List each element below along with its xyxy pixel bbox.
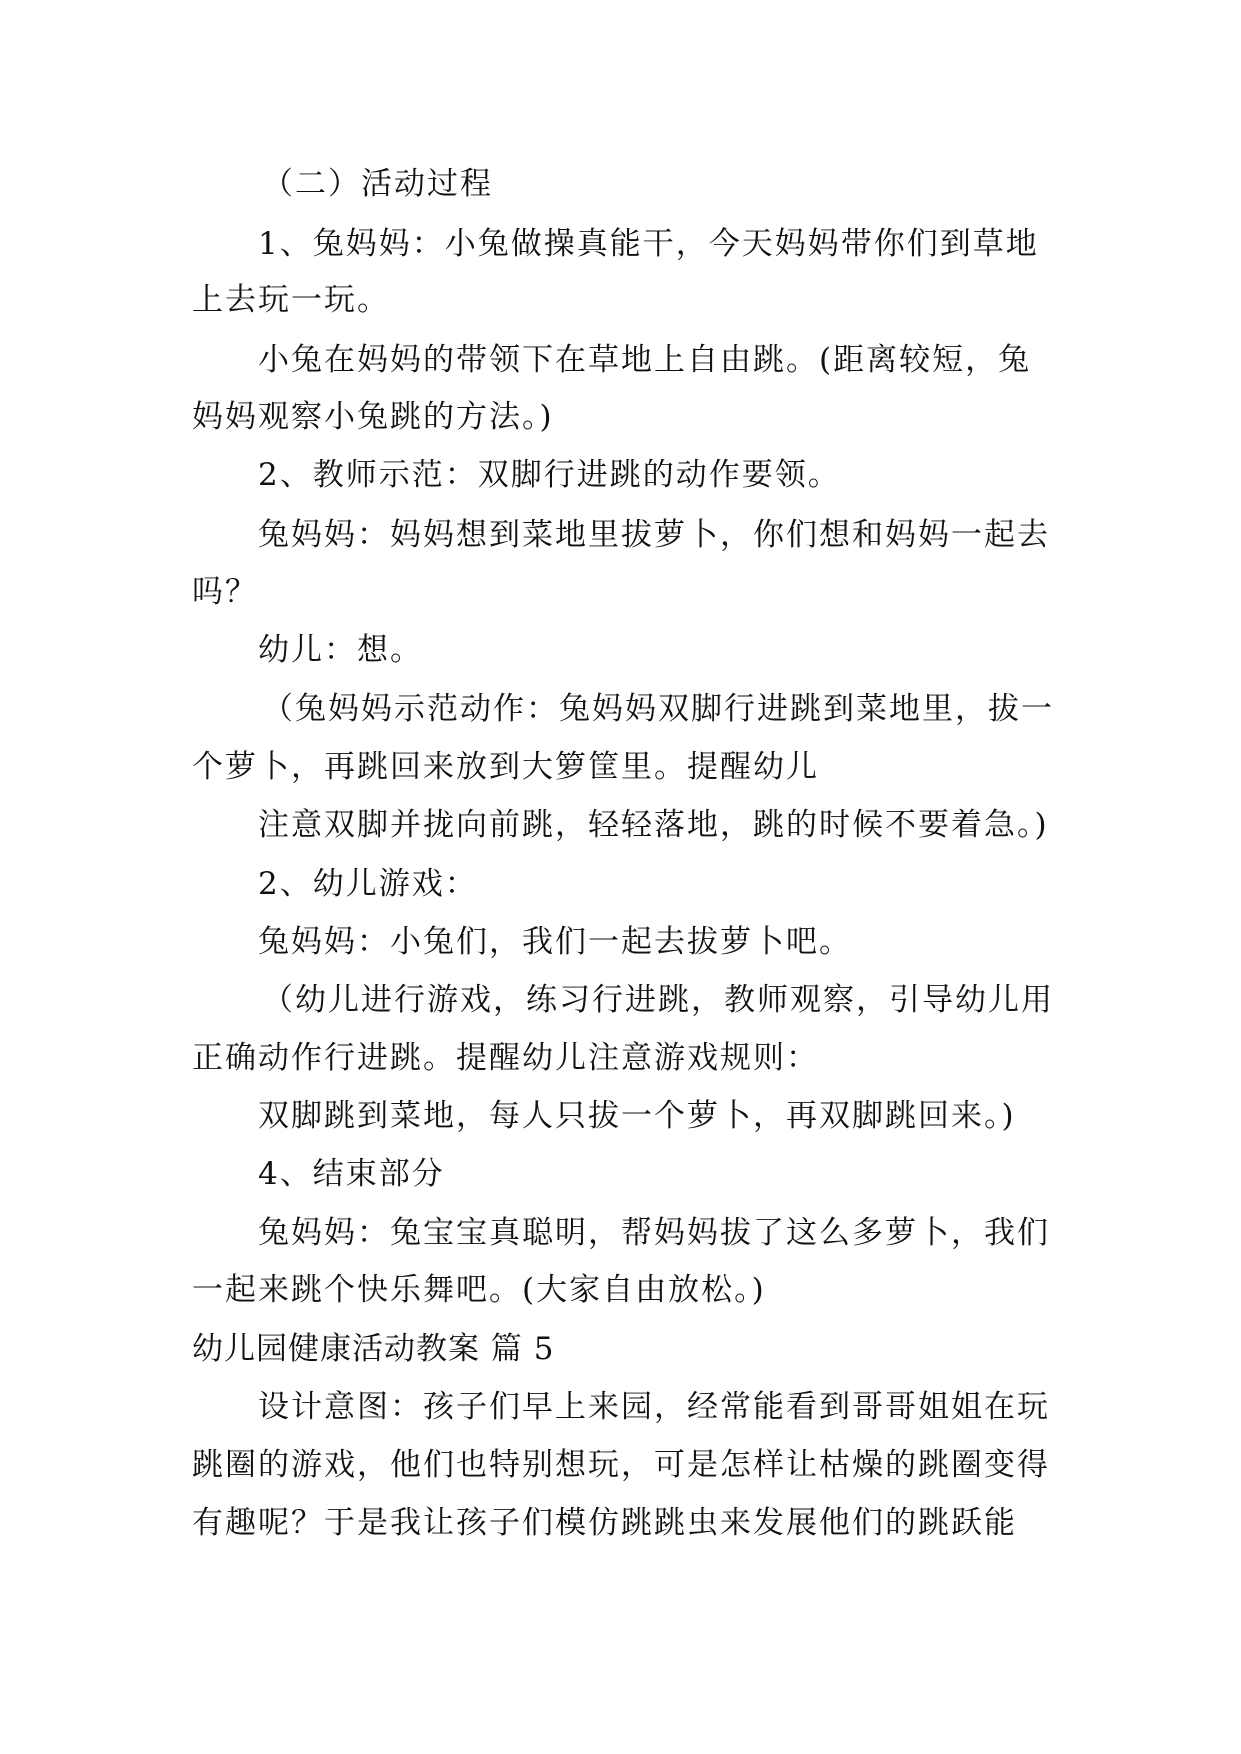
- paragraph-line: 吗？: [192, 574, 258, 610]
- paragraph-line: 2、幼儿游戏：: [258, 866, 478, 902]
- paragraph-line: 兔妈妈：小兔们，我们一起去拔萝卜吧。: [258, 924, 852, 960]
- paragraph-line: 1、兔妈妈：小兔做操真能干，今天妈妈带你们到草地: [258, 226, 1039, 262]
- paragraph-line: 跳圈的游戏，他们也特别想玩，可是怎样让枯燥的跳圈变得: [192, 1447, 1050, 1483]
- paragraph-line: 幼儿：想。: [258, 632, 423, 668]
- paragraph-line: 一起来跳个快乐舞吧。(大家自由放松。): [192, 1272, 766, 1308]
- paragraph-line: 正确动作行进跳。提醒幼儿注意游戏规则：: [192, 1040, 819, 1076]
- paragraph-line: 双脚跳到菜地，每人只拔一个萝卜，再双脚跳回来。): [258, 1098, 1016, 1134]
- paragraph-line: 个萝卜，再跳回来放到大箩筐里。提醒幼儿: [192, 749, 819, 785]
- paragraph-line: 小兔在妈妈的带领下在草地上自由跳。(距离较短，兔: [258, 342, 1032, 378]
- paragraph-line: 有趣呢？于是我让孩子们模仿跳跳虫来发展他们的跳跃能: [192, 1505, 1017, 1541]
- article-heading: 幼儿园健康活动教案 篇 5: [192, 1331, 555, 1367]
- paragraph-line: 4、结束部分: [258, 1156, 445, 1192]
- paragraph-line: 兔妈妈：兔宝宝真聪明，帮妈妈拔了这么多萝卜，我们: [258, 1215, 1050, 1251]
- section-heading: （二）活动过程: [262, 166, 493, 202]
- paragraph-line: 注意双脚并拢向前跳，轻轻落地，跳的时候不要着急。): [258, 807, 1049, 843]
- paragraph-line: （兔妈妈示范动作：兔妈妈双脚行进跳到菜地里，拔一: [262, 691, 1054, 727]
- paragraph-line: 2、教师示范：双脚行进跳的动作要领。: [258, 457, 841, 493]
- paragraph-line: 设计意图：孩子们早上来园，经常能看到哥哥姐姐在玩: [258, 1389, 1050, 1425]
- paragraph-line: 上去玩一玩。: [192, 282, 390, 318]
- paragraph-line: 妈妈观察小兔跳的方法。): [192, 399, 554, 435]
- paragraph-line: （幼儿进行游戏，练习行进跳，教师观察，引导幼儿用: [262, 982, 1054, 1018]
- paragraph-line: 兔妈妈：妈妈想到菜地里拔萝卜，你们想和妈妈一起去: [258, 517, 1050, 553]
